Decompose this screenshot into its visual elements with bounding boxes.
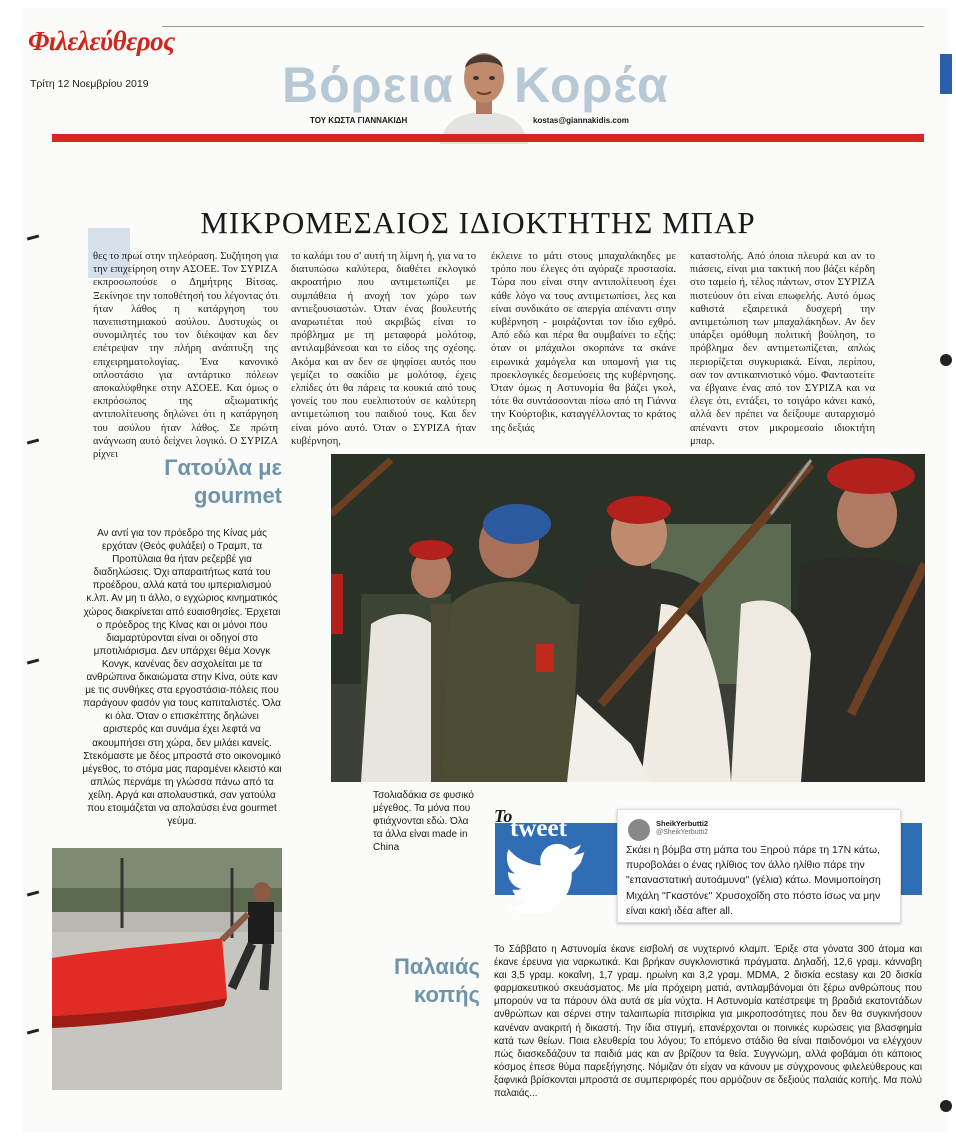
evzones-photo xyxy=(331,454,925,782)
masthead-rule xyxy=(162,26,924,27)
tweet-avatar[interactable] xyxy=(628,819,650,841)
newspaper-logo: Φιλελεύθερος xyxy=(28,26,175,56)
article-column-3: έκλεινε το μάτι στους μπαχαλάκηδες με τρόπο που έλεγες ότι αγόραζε προστασία. Τώρα που είναι στην αντιπολίτευση έχει κάθε λόγο να τους αντιμετωπίσει, λες και είναι συνδικάτο σε απεργία απέναντι στην κυβέρνηση - μοιράζονται τον ίδιο εχθρό. Από εδώ και πέρα θα συμβαίνει το εξής: όταν οι μπάχαλοι σκορπάνε τα σκάνε ειρωνικά χαμόγελα και υπομονή για τις προεκλογικές δεσμεύσεις της κυβέρνησης. Όταν όμως η Αστυνομία θα βάζει γκολ, τότε θα συντάσσονται πίσω από τη Γιάννα την Κούρτοβικ, καταγγέλλοντας το κράτος της δεξιάς xyxy=(491,251,676,434)
article-column-4: καταστολής. Από όποια πλευρά και αν το πιάσεις, είναι μια τακτική που βάζει κέρδη στο ταμείο ή, τέλος πάντων, στον ΣΥΡΙΖΑ πιστεύουν ότι είναι επωφελής. Αυτό όμως καθιστά εξαιρετικά δυσχερή την αντιμετώπιση των μπαχαλάκηδων. Αν δεν υπάρξει ομόθυμη πολιτική βούληση, το πρόβλημα δεν αντιμετωπίζεται, απλώς περιορίζεται συγκυριακά. Είναι, περίπου, σαν τον αντικαπνιστικό νόμο. Φανταστείτε να έβγαινε ένας από τον ΣΥΡΙΖΑ και να έλεγε ότι, εντάξει, το τσιγάρο κάνει κακό, αλλά δεν πρέπει να δείξουμε αυταρχισμό απέναντι στον μικρομεσαίο ιδιοκτήτη μπαρ. xyxy=(690,251,875,447)
binder-hole xyxy=(940,354,952,366)
masthead-red-bar xyxy=(52,134,924,142)
masthead xyxy=(28,26,175,57)
old-school-text: Το Σάββατο η Αστυνομία έκανε εισβολή σε νυχτερινό κλαμπ. Έριξε στα γόνατα 300 άτομα και έκανε έρευνα για ναρκωτικά. Και βρήκαν συγκλονιστικά πράγματα. Δηλαδή, 12,6 γραμ. κάνναβη και 3,5 γραμ. κοκαΐνη, 1,7 γραμ. ηρωίνη και 3,2 γραμ. MDMA, 2 δισκία ecstasy και 20 δισκία φαρμακευτικού σκευάσματος. Με μία πρόχειρη ματιά, αντιλαμβάνομαι ότι ξέρω ανθρώπους που μπορούν να τα πάρουν όλα αυτά σε μία νύχτα. Η Αστυνομία κατέστρεψε τη βραδιά εκατοντάδων ανθρώπων και σέρνει στην ταλαιπωρία πιτσιρίκια για μικροποσότητες που δεν θα συγκινήσουν κανέναν ανακριτή ή δικαστή. Την ίδια στιγμή, επανέρχονται οι ποινικές κυρώσεις για βλασφημία κατά των θείων. Ποια ελευθερία του λόγου; Το επόμενο στάδιο θα είναι παιδονόμοι να ελέγχουν πώς διασκεδάζουν τα παιδιά μας και αν βρίζουν τα θεία. Συγγνώμη, αλλά φοβάμαι ότι κάποιος κόσμος έπεσε θύμα παρεξήγησης. Νόμιζαν ότι είχαν να κάνουν με σύγχρονους φιλελεύθερους και ξαφνικά βρίσκονται μπροστά σε συμπεριφορές που αρμόζουν σε δεξιούς παλαιάς κοπής. Μα πολύ παλαιάς... xyxy=(494,944,922,1100)
tweet-card[interactable] xyxy=(617,809,901,923)
page-tab-marker xyxy=(940,54,952,94)
column-title xyxy=(282,56,669,114)
columnist-email[interactable]: kostas@giannakidis.com xyxy=(533,116,629,125)
column-title-word-2: Κορέα xyxy=(514,57,669,113)
article-column-2: το καλάμι του σ' αυτή τη λίμνη ή, για να το διατυπώσω καλύτερα, διαθέτει εκλογικό ακροατήριο που αντιμετωπίζει με συμπάθεια ή ανοχή τον χώρο των αντιεξουσιαστών. Όταν ένας βουλευτής αναρωτιέται πού ακριβώς είναι το πρόβλημα με τη μεταφορά μολότοφ, αντιλαμβάνεσαι και το είδος της σχέσης. Ακόμα και αν δεν σε ψηφίσει αυτός που γεμίζει το σακίδιο με μολότοφ, έχεις ελπίδες ότι θα πάρεις τα κουκιά από τους γονείς του που ευελπιστούν σε καλύτερη αντιμετώπιση του παιδιού τους. Και δεν είναι μόνο αυτό. Όταν ο ΣΥΡΙΖΑ ήταν κυβέρνηση, xyxy=(291,251,476,447)
binder-hole xyxy=(940,1100,952,1112)
column-byline: ΤΟΥ ΚΩΣΤΑ ΓΙΑΝΝΑΚΙΔΗ xyxy=(310,116,408,125)
column-title-word-1: Βόρεια xyxy=(282,57,454,113)
tweet-user-handle[interactable]: @SheikYerbutti2 xyxy=(656,829,708,836)
columnist-portrait xyxy=(432,40,536,144)
tweet-label-to: To xyxy=(494,806,513,826)
sidebar-text: Αν αντί για τον πρόεδρο της Κίνας μάς ερχόταν (Θεός φυλάξει) ο Τραμπ, τα Προπύλαια θα ήταν ρεζερβέ για διαδηλώσεις. Όχι απαραιτήτως κατά του προέδρου, αλλά κατά του ιμπεριαλισμού κ.λπ. Αν μη τι άλλο, ο εγχώριος κινηματικός χώρος διακρίνεται από ευαισθησίες. Έρχεται ο πρόεδρος της Κίνας και οι μόνοι που διαμαρτύρονται είναι οι οδηγοί στο μποτιλιάρισμα. Δεν υπάρχει θέμα Χονγκ Κονγκ, κανένας δεν ασχολείται με τα ανθρώπινα δικαιώματα στην Κίνα, ούτε καν με τις συνθήκες στα εργοστάσια-πόλεις που παράγουν φασόν για τους καπιταλιστές. Όλα κι όλα. Όταν ο επισκέπτης δηλώνει αριστερός και συνάμα έχει λεφτά να ακουμπήσει στη χώρα, δεν μιλάει κανείς. Στεκόμαστε με δέος μπροστά στο οικονομικό μέγεθος, το στόμα μας παραμένει κλειστό και απλώς περνάμε τη γλώσσα πάνω από τα χείλη. Αργά και απολαυστικά, σαν γατούλα που ετοιμάζεται να απολαύσει ένα gourmet γεύμα. xyxy=(82,528,282,828)
photo-caption: Τσολιαδάκια σε φυσικό μέγεθος. Τα μόνα που φτιάχνονται εδώ. Όλα τα άλλα είναι made in China xyxy=(373,790,474,853)
tweet-user-name[interactable]: SheikYerbutti2 xyxy=(656,819,709,828)
tweet-label: tweet xyxy=(510,815,567,842)
article-column-1: θες το πρωί στην τηλεόραση. Συζήτηση για την επιχείρηση στην ΑΣΟΕΕ. Τον ΣΥΡΙΖΑ εκπροσωπούσε ο Δημήτρης Βίτσας. Ξεκίνησε την τοποθέτησή του λέγοντας ότι ήταν λάθος η κατάργηση του πανεπιστημιακού ασύλου. Δυστυχώς οι συνομιλητές του τον διέκοψαν και δεν επέτρεψαν την πλήρη ανάπτυξη της επιχειρηματολογίας. Ένα κανονικό οπλοστάσιο για αντάρτικο πόλεων αποκαλύφθηκε στην ΑΣΟΕΕ. Και όμως ο εκπρόσωπος της αξιωματικής αντιπολίτευσης δηλώνει ότι η κατάργηση του ασύλου ήταν λάθος. Σε πρώτη ανάγνωση αυτό δείχνει λογικό. Ο ΣΥΡΙΖΑ ρίχνει xyxy=(93,251,278,461)
issue-date: Τρίτη 12 Νοεμβρίου 2019 xyxy=(30,78,149,90)
sidebar-heading-line-1: Γατούλα με xyxy=(164,455,282,480)
old-school-heading xyxy=(340,953,480,1009)
article-headline: ΜΙΚΡΟΜΕΣΑΙΟΣ ΙΔΙΟΚΤΗΤΗΣ ΜΠΑΡ xyxy=(200,205,756,240)
sidebar-heading-line-2: gourmet xyxy=(194,483,282,508)
red-flag-photo xyxy=(52,848,282,1090)
sidebar-heading xyxy=(82,454,282,510)
old-school-heading-line-1: Παλαιάς xyxy=(394,954,480,979)
old-school-heading-line-2: κοπής xyxy=(413,982,480,1007)
tweet-text: Σκάει η βόμβα στη μάπα του Ξηρού πάρε τη 17Ν κάτω, πυροβολάει ο ένας ηλίθιος τον άλλο ηλίθιο πάρε την "επαναστατική αυτοάμυνα" (γέλια) κάτω. Μονιμοποίηση Μιχάλη "Γκαστόνε" Χρυσοχοΐδη στο πόστο ίσως να μην είναι κακή ιδέα after all. xyxy=(626,845,881,917)
twitter-bird-icon xyxy=(507,843,597,913)
